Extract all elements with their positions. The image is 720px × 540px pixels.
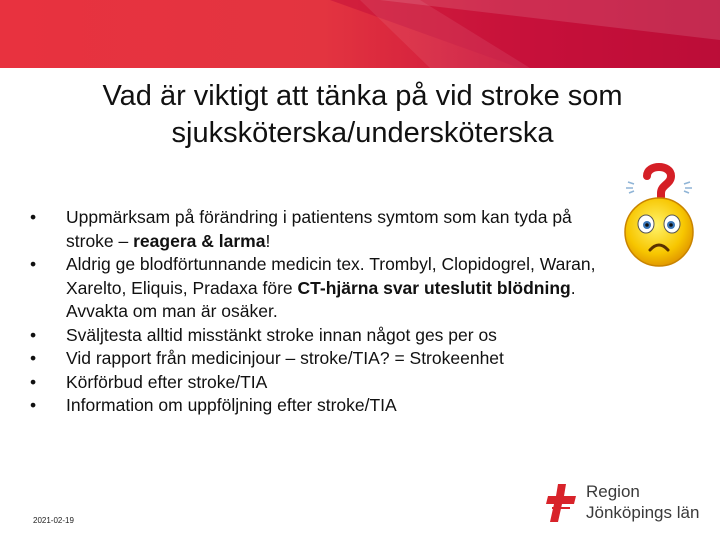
list-item bbox=[30, 206, 615, 253]
slide-title-line-1: Vad är viktigt att tänka på vid stroke som bbox=[102, 80, 623, 112]
bullet-text: Körförbud efter stroke/TIA bbox=[66, 371, 268, 392]
logo-line-1: Region bbox=[586, 482, 640, 501]
slide-title bbox=[40, 78, 685, 152]
bullet-text: Vid rapport från medicinjour – stroke/TIA? = Strokeenhet bbox=[66, 348, 504, 368]
bullet-list bbox=[30, 206, 615, 418]
list-item bbox=[30, 253, 615, 324]
bullet-symbol: • bbox=[30, 324, 37, 345]
list-item bbox=[30, 394, 615, 418]
bullet-text-end: . Avvakta om man är osäker. bbox=[66, 277, 576, 321]
bullet-symbol: • bbox=[30, 254, 37, 274]
slide-date: 2021-02-19 bbox=[33, 516, 74, 525]
list-item bbox=[30, 371, 615, 395]
confused-face-question-icon bbox=[610, 160, 708, 268]
bullet-bold-text: reagera & larma bbox=[133, 230, 266, 251]
list-item bbox=[30, 347, 615, 371]
bullet-symbol: • bbox=[30, 371, 37, 392]
slide-title-line-2: sjuksköterska/undersköterska bbox=[171, 117, 554, 149]
bullet-symbol: • bbox=[30, 207, 37, 227]
bullet-text: Information om uppföljning efter stroke/TIA bbox=[66, 395, 397, 415]
bullet-text: Uppmärksam på förändring i patientens symtom som kan tyda på stroke – bbox=[66, 207, 572, 251]
bullet-bold-text: CT-hjärna svar uteslutit blödning bbox=[297, 277, 571, 298]
bullet-text-end: ! bbox=[265, 230, 271, 251]
logo-text bbox=[586, 481, 699, 523]
bullet-text: Sväljtesta alltid misstänkt stroke innan något ges per os bbox=[66, 324, 497, 345]
banner-decoration bbox=[0, 0, 720, 68]
bullet-symbol: • bbox=[30, 348, 37, 368]
list-item bbox=[30, 324, 615, 348]
logo-line-2: Jönköpings län bbox=[586, 503, 700, 522]
bullet-text: Aldrig ge blodförtunnande medicin tex. Trombyl, Clopidogrel, Waran, Xarelto, Eliquis, Pradaxa före bbox=[66, 254, 596, 298]
header-banner bbox=[0, 0, 720, 68]
bullet-symbol: • bbox=[30, 395, 37, 415]
